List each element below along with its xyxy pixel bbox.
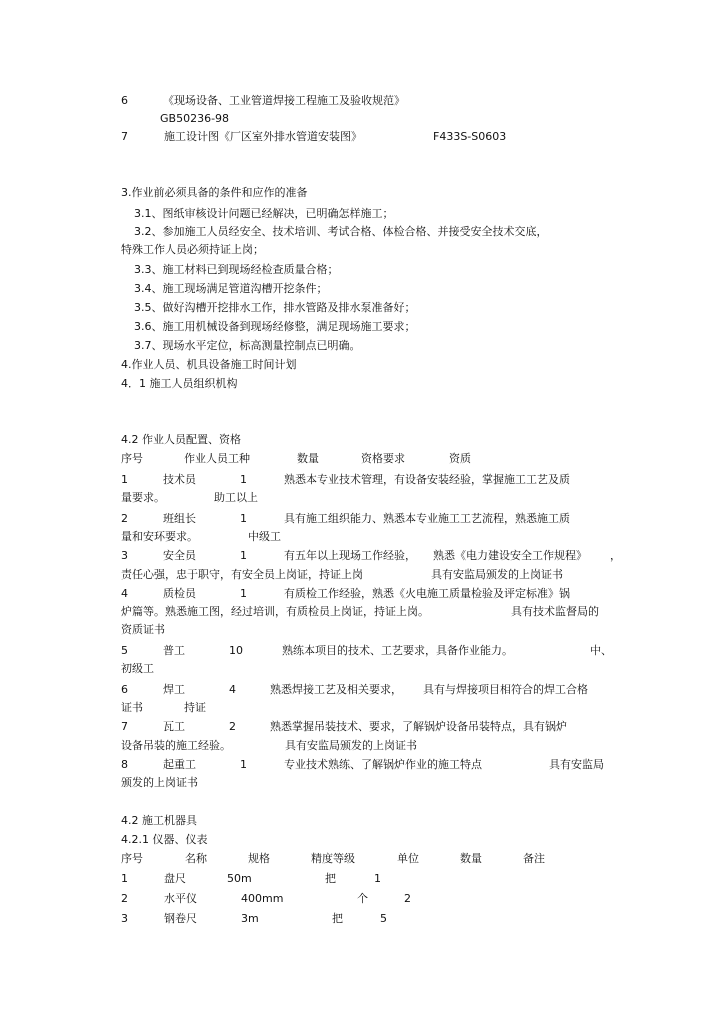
table-cell: 熟悉本专业技术管理，有设备安装经验，掌握施工工艺及质 (284, 473, 570, 486)
table-cell: 熟悉焊接工艺及相关要求， (270, 683, 402, 696)
table-cell: 1 (374, 872, 381, 885)
table-cell: 400mm (241, 892, 284, 905)
ref-title: 施工设计图《厂区室外排水管道安装图》 (164, 130, 362, 143)
table-header: 备注 (523, 852, 545, 865)
table-cell: ， (610, 549, 621, 562)
table-cell: 4 (121, 587, 128, 600)
table-cell: 把 (332, 912, 343, 925)
ref-code: GB50236-98 (160, 112, 230, 125)
list-item: 3.3、施工材料已到现场经检查质量合格； (134, 263, 339, 276)
ref-title: 《现场设备、工业管道焊接工程施工及验收规范》 (163, 94, 405, 107)
table-header: 名称 (185, 852, 207, 865)
table-header: 作业人员工种 (184, 452, 250, 465)
table-cell: 7 (121, 720, 128, 733)
table-cell: 1 (240, 473, 247, 486)
table-cell: 2 (121, 512, 128, 525)
table-cell: 具有安监局 (549, 758, 604, 771)
table-cell: 质检员 (163, 587, 196, 600)
table-cell: 瓦工 (163, 720, 185, 733)
table-cell: 6 (121, 683, 128, 696)
subsection-heading: 4.2 作业人员配置、资格 (121, 433, 241, 446)
table-header: 规格 (248, 852, 270, 865)
table-header: 资格要求 (361, 452, 405, 465)
table-cell: 安全员 (163, 549, 196, 562)
table-cell: 5 (380, 912, 387, 925)
table-cell: 普工 (163, 644, 185, 657)
table-cell: 设备吊装的施工经验。 (121, 739, 231, 752)
ref-number: 7 (121, 130, 128, 143)
table-cell: 有质检工作经验，熟悉《火电施工质量检验及评定标准》锅 (284, 587, 570, 600)
table-cell: 焊工 (163, 683, 185, 696)
table-cell: 初级工 (121, 662, 154, 675)
table-cell: 3m (241, 912, 259, 925)
table-cell: 50m (227, 872, 252, 885)
subsection-heading: 4.2.1 仪器、仪表 (121, 833, 208, 846)
list-item: 3.1、图纸审核设计问题已经解决，已明确怎样施工； (134, 207, 394, 220)
table-cell: 炉篇等。熟悉施工图，经过培训，有质检员上岗证，持证上岗。 (121, 605, 429, 618)
table-cell: 专业技术熟练、了解锅炉作业的施工特点 (284, 758, 482, 771)
table-cell: 量要求。 (121, 491, 165, 504)
table-cell: 1 (121, 473, 128, 486)
table-cell: 盘尺 (164, 872, 186, 885)
table-cell: 个 (357, 892, 368, 905)
table-cell: 中级工 (248, 530, 281, 543)
table-cell: 量和安环要求。 (121, 530, 198, 543)
table-cell: 中、 (590, 644, 612, 657)
table-cell: 2 (121, 892, 128, 905)
table-cell: 助工以上 (214, 491, 258, 504)
table-cell: 2 (404, 892, 411, 905)
table-cell: 4 (229, 683, 236, 696)
list-item: 3.4、施工现场满足管道沟槽开挖条件； (134, 282, 328, 295)
table-cell: 班组长 (163, 512, 196, 525)
table-cell: 颁发的上岗证书 (121, 776, 198, 789)
list-item: 3.6、施工用机械设备到现场经修整，满足现场施工要求； (134, 320, 416, 333)
table-cell: 持证 (184, 701, 206, 714)
table-cell: 熟练本项目的技术、工艺要求，具备作业能力。 (282, 644, 513, 657)
section-heading: 3.作业前必须具备的条件和应作的准备 (121, 186, 308, 199)
table-cell: 钢卷尺 (164, 912, 197, 925)
subsection-heading: 4.2 施工机器具 (121, 814, 197, 827)
table-cell: 技术员 (163, 473, 196, 486)
table-cell: 起重工 (163, 758, 196, 771)
table-cell: 3 (121, 549, 128, 562)
table-cell: 具有安监局颁发的上岗证书 (431, 568, 563, 581)
table-cell: 具有与焊接项目相符合的焊工合格 (423, 683, 588, 696)
table-cell: 证书 (121, 701, 143, 714)
list-item: 特殊工作人员必须持证上岗； (121, 243, 264, 256)
table-cell: 有五年以上现场工作经验， (284, 549, 416, 562)
table-header: 数量 (460, 852, 482, 865)
table-cell: 具有施工组织能力、熟悉本专业施工工艺流程，熟悉施工质 (284, 512, 570, 525)
ref-code: F433S-S0603 (433, 130, 507, 143)
list-item: 3.2、参加施工人员经安全、技术培训、考试合格、体检合格、并接受安全技术交底， (134, 225, 548, 238)
table-cell: 3 (121, 912, 128, 925)
ref-number: 6 (121, 94, 128, 107)
table-cell: 熟悉掌握吊装技术、要求，了解锅炉设备吊装特点，具有锅炉 (270, 720, 567, 733)
table-cell: 具有安监局颁发的上岗证书 (285, 739, 417, 752)
section-heading: 4.作业人员、机具设备施工时间计划 (121, 358, 297, 371)
list-item: 3.7、现场水平定位，标高测量控制点已明确。 (134, 339, 361, 352)
table-cell: 具有技术监督局的 (511, 605, 599, 618)
table-header: 精度等级 (311, 852, 355, 865)
table-header: 数量 (297, 452, 319, 465)
table-cell: 水平仪 (164, 892, 197, 905)
table-header: 序号 (121, 852, 143, 865)
table-header: 资质 (449, 452, 471, 465)
table-cell: 1 (240, 587, 247, 600)
table-cell: 资质证书 (121, 623, 165, 636)
table-cell: 1 (240, 549, 247, 562)
table-cell: 把 (325, 872, 336, 885)
table-cell: 1 (240, 512, 247, 525)
table-cell: 1 (121, 872, 128, 885)
table-cell: 责任心强，忠于职守，有安全员上岗证，持证上岗 (121, 568, 363, 581)
table-cell: 2 (229, 720, 236, 733)
table-header: 单位 (397, 852, 419, 865)
table-cell: 10 (229, 644, 243, 657)
subsection-heading: 4．1 施工人员组织机构 (121, 377, 238, 390)
table-cell: 熟悉《电力建设安全工作规程》 (433, 549, 587, 562)
table-cell: 1 (240, 758, 247, 771)
table-cell: 8 (121, 758, 128, 771)
table-cell: 5 (121, 644, 128, 657)
table-header: 序号 (121, 452, 143, 465)
list-item: 3.5、做好沟槽开挖排水工作，排水管路及排水泵准备好； (134, 301, 416, 314)
